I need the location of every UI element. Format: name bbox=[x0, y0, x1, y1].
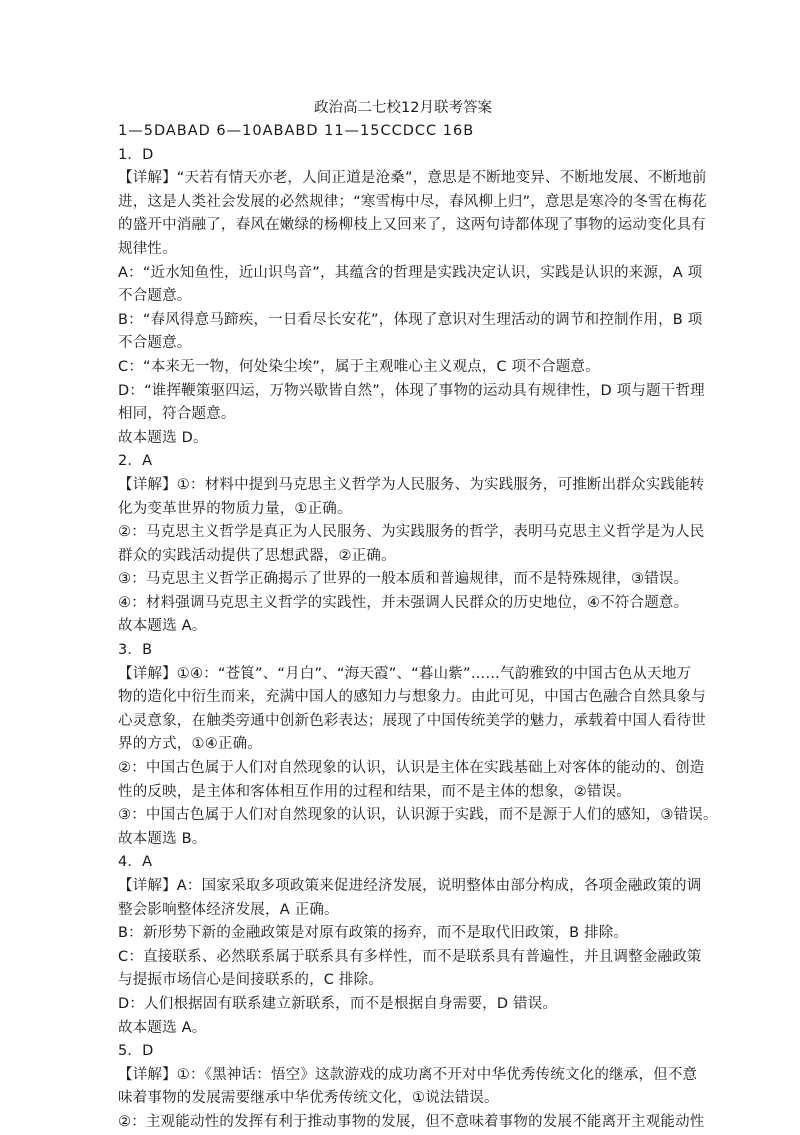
text-line: 故本题选 A。 bbox=[118, 1019, 207, 1036]
text-line: C：直接联系、必然联系属于联系具有多样性，而不是联系具有普遍性，并且调整金融政策 bbox=[118, 948, 702, 965]
text-line: 心灵意象，在触类旁通中创新色彩表达；展现了中国传统美学的魅力，承载着中国人看待世 bbox=[118, 712, 706, 729]
text-line: 故本题选 D。 bbox=[118, 429, 208, 446]
text-line: 性的反映，是主体和客体相互作用的过程和结果，而不是主体的想象，②错误。 bbox=[118, 783, 631, 800]
text-line: C：“本来无一物，何处染尘埃”，属于主观唯心主义观点，C 项不合题意。 bbox=[118, 358, 600, 375]
answer-key-line: 1—5DABAD 6—10ABABD 11—15CCDCC 16B bbox=[118, 123, 475, 139]
text-line: A：“近水知鱼性，近山识鸟音”，其蕴含的哲理是实践决定认识，实践是认识的来源，A 项 bbox=[118, 264, 703, 281]
text-line: 味着事物的发展需要继承中华优秀传统文化，①说法错误。 bbox=[118, 1090, 499, 1107]
text-line: 故本题选 B。 bbox=[118, 830, 207, 847]
text-line: 不合题意。 bbox=[118, 335, 192, 352]
text-line: ④：材料强调马克思主义哲学的实践性，并未强调人民群众的历史地位，④不符合题意。 bbox=[118, 594, 689, 611]
text-line: 界的方式，①④正确。 bbox=[118, 736, 262, 753]
answer-document bbox=[118, 96, 718, 1135]
text-line: 群众的实践活动提供了思想武器，②正确。 bbox=[118, 547, 396, 564]
text-line: 【详解】①④：“苍筤”、“月白”、“海天霞”、“暮山紫”……气韵雅致的中国古色从天地万 bbox=[118, 665, 692, 682]
text-line: 整会影响整体经济发展，A 正确。 bbox=[118, 901, 339, 918]
text-line: 3．B bbox=[118, 642, 153, 659]
text-line: 故本题选 A。 bbox=[118, 618, 207, 635]
text-line: 进，这是人类社会发展的必然规律；“寒雪梅中尽，春风柳上归”，意思是寒冷的冬雪在梅花 bbox=[118, 193, 707, 210]
text-line: ③：中国古色属于人们对自然现象的认识，认识源于实践，而不是源于人们的感知，③错误。 bbox=[118, 807, 718, 824]
text-line: 4．A bbox=[118, 854, 153, 871]
text-line: D：“谁挥鞭策驱四运，万物兴歇皆自然”，体现了事物的运动具有规律性，D 项与题干哲理 bbox=[118, 382, 705, 399]
text-line: 与提振市场信心是间接联系的，C 排除。 bbox=[118, 972, 384, 989]
text-line: 物的造化中衍生而来，充满中国人的感知力与想象力。由此可见，中国古色融合自然具象与 bbox=[118, 689, 706, 706]
text-line: D：人们根据固有联系建立新联系，而不是根据自身需要，D 错误。 bbox=[118, 995, 558, 1012]
text-line: 2．A bbox=[118, 453, 153, 470]
text-line: 【详解】A：国家采取多项政策来促进经济发展，说明整体由部分构成，各项金融政策的调 bbox=[118, 878, 702, 894]
text-line: 1．D bbox=[118, 146, 154, 163]
text-line: ②：主观能动性的发挥有利于推动事物的发展，但不意味着事物的发展不能离开主观能动性 bbox=[118, 1113, 705, 1130]
text-line: 的盛开中消融了，春风在嫩绿的杨柳枝上又回来了，这两句诗都体现了事物的运动变化具有 bbox=[118, 217, 706, 234]
text-line: 不合题意。 bbox=[118, 288, 192, 305]
document-body bbox=[118, 144, 718, 1135]
text-line: B：新形势下新的金融政策是对原有政策的扬弃，而不是取代旧政策，B 排除。 bbox=[118, 925, 629, 942]
text-line: 【详解】①：《黑神话：悟空》这款游戏的成功离不开对中华优秀传统文化的继承，但不意 bbox=[118, 1066, 698, 1083]
text-line: 【详解】“天若有情天亦老，人间正道是沧桑”，意思是不断地变异、不断地发展、不断地前 bbox=[118, 170, 707, 187]
text-line: ③：马克思主义哲学正确揭示了世界的一般本质和普遍规律，而不是特殊规律，③错误。 bbox=[118, 571, 689, 588]
text-line: 【详解】①：材料中提到马克思主义哲学为人民服务、为实践服务，可推断出群众实践能转 bbox=[118, 476, 705, 493]
text-line: B：“春风得意马蹄疾，一日看尽长安花”，体现了意识对生理活动的调节和控制作用，B 项 bbox=[118, 311, 703, 328]
text-line: 5．D bbox=[118, 1043, 154, 1060]
text-line: ②：中国古色属于人们对自然现象的认识，认识是主体在实践基础上对客体的能动的、创造 bbox=[118, 760, 705, 777]
text-line: 规律性。 bbox=[118, 240, 177, 257]
text-line: 相同，符合题意。 bbox=[118, 406, 236, 423]
text-line: ②：马克思主义哲学是真正为人民服务、为实践服务的哲学，表明马克思主义哲学是为人民 bbox=[118, 524, 705, 541]
document-title: 政治高二七校12月联考答案 bbox=[314, 100, 492, 116]
text-line: 化为变革世界的物质力量，①正确。 bbox=[118, 500, 352, 517]
